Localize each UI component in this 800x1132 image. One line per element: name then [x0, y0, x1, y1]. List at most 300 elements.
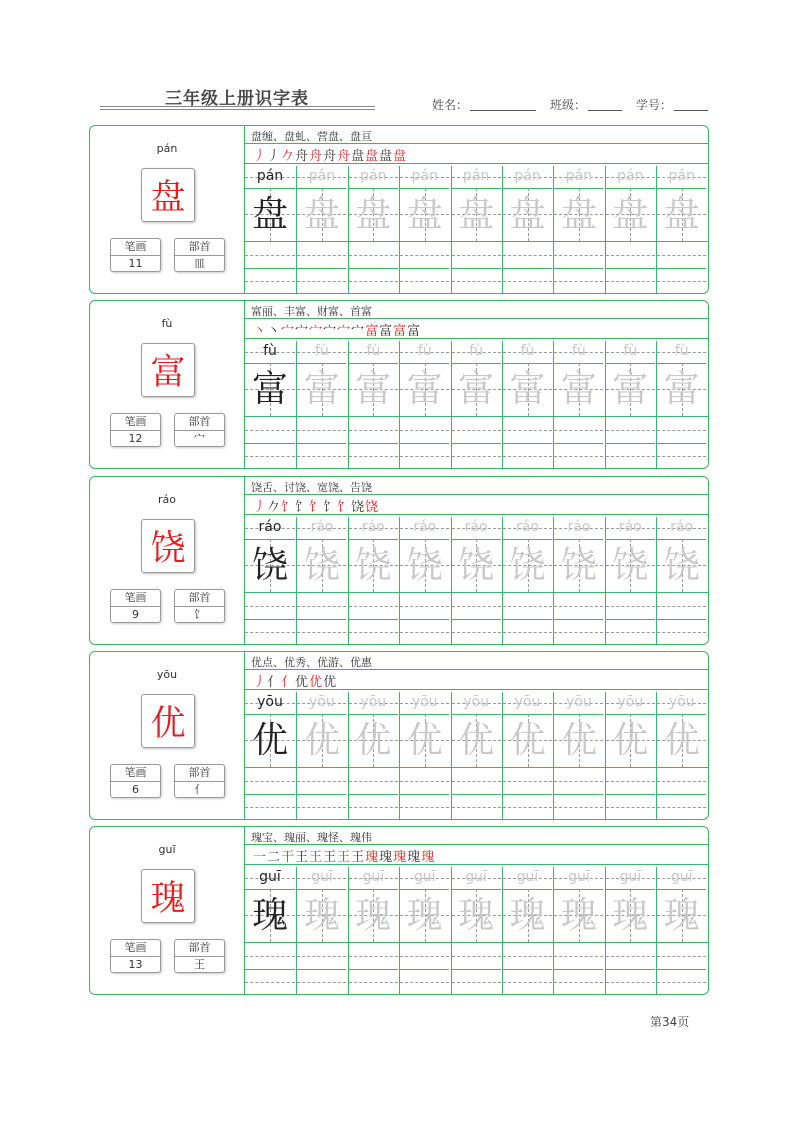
example-words: 瑰宝、瑰丽、瑰怪、瑰伟 — [251, 831, 372, 844]
writing-cell[interactable] — [296, 593, 346, 645]
tracing-row — [245, 341, 708, 416]
cell-guide — [349, 281, 398, 282]
tracing-pinyin: fù — [674, 343, 689, 359]
writing-cell[interactable] — [245, 768, 295, 820]
id-field[interactable] — [674, 98, 708, 111]
writing-cell[interactable] — [605, 943, 655, 995]
stroke-step: 富 — [407, 324, 422, 339]
writing-cell[interactable] — [296, 943, 346, 995]
tracing-cell[interactable] — [399, 166, 449, 241]
cell-guide — [452, 807, 501, 808]
cell-guide — [349, 781, 398, 782]
writing-row — [245, 768, 708, 820]
writing-cell[interactable] — [399, 768, 449, 820]
cell-guide — [554, 619, 603, 620]
cell-guide — [554, 606, 603, 607]
tracing-cell[interactable] — [502, 517, 552, 592]
stroke-order — [253, 846, 435, 865]
tracing-cell[interactable] — [348, 692, 398, 767]
tracing-cell[interactable] — [502, 692, 552, 767]
practice-area — [245, 301, 708, 468]
writing-cell[interactable] — [605, 768, 655, 820]
tracing-pinyin: ráo — [361, 519, 385, 535]
cell-guide — [245, 969, 295, 970]
tracing-pinyin: pán — [514, 168, 541, 184]
cell-guide — [245, 632, 295, 633]
stroke-step: 王 — [323, 850, 338, 865]
tracing-cell[interactable] — [451, 517, 501, 592]
cell-guide — [554, 268, 603, 269]
practice-area — [245, 477, 708, 644]
writing-row — [245, 417, 708, 469]
stroke-step: 优 — [323, 675, 338, 690]
radical-box — [174, 939, 225, 973]
tracing-cell[interactable] — [296, 166, 346, 241]
name-field[interactable] — [470, 98, 536, 111]
tracing-cell[interactable] — [296, 517, 346, 592]
cell-guide — [657, 619, 706, 620]
tracing-pinyin: guī — [619, 869, 642, 885]
stroke-step: 富 — [379, 324, 394, 339]
tracing-cell[interactable] — [553, 692, 603, 767]
student-info — [432, 96, 708, 113]
tracing-cell[interactable] — [399, 867, 449, 942]
writing-cell[interactable] — [656, 417, 706, 469]
stroke-count-box — [110, 764, 161, 798]
tracing-character: 盘 — [303, 194, 340, 235]
cell-guide — [554, 430, 603, 431]
character-large: 盘 — [141, 168, 195, 222]
cell-guide — [452, 456, 501, 457]
cell-guide — [503, 255, 552, 256]
tracing-cell[interactable] — [656, 867, 706, 942]
writing-cell[interactable] — [553, 768, 603, 820]
writing-row — [245, 943, 708, 995]
character-card — [90, 126, 245, 293]
writing-cell[interactable] — [656, 943, 706, 995]
stroke-step: 宀 — [281, 324, 296, 339]
tracing-pinyin: ráo — [310, 519, 334, 535]
tracing-character: 盘 — [406, 194, 443, 235]
stroke-count-box — [110, 939, 161, 973]
tracing-cell[interactable] — [296, 341, 346, 416]
tracing-pinyin: fù — [469, 343, 483, 359]
tracing-cell[interactable] — [553, 341, 603, 416]
cell-guide — [503, 632, 552, 633]
tracing-pinyin: yōu — [566, 694, 592, 710]
stroke-count-value: 9 — [132, 608, 139, 621]
tracing-pinyin: ráo — [567, 519, 591, 535]
tracing-character: 瑰 — [663, 895, 700, 936]
cell-guide — [400, 619, 449, 620]
cell-guide — [349, 619, 398, 620]
tracing-character: 富 — [458, 369, 495, 410]
tracing-character: 盘 — [251, 194, 288, 235]
tracing-character: 盘 — [663, 194, 700, 235]
writing-cell[interactable] — [605, 242, 655, 294]
tracing-character: 富 — [612, 369, 649, 410]
character-pinyin: ráo — [158, 493, 176, 506]
tracing-cell[interactable] — [553, 166, 603, 241]
cell-guide — [245, 619, 295, 620]
cell-guide — [503, 969, 552, 970]
cell-guide — [297, 619, 346, 620]
title-underline — [100, 106, 375, 107]
stroke-step: 王 — [295, 850, 310, 865]
stroke-step: 王 — [351, 850, 366, 865]
cell-guide — [503, 268, 552, 269]
tracing-cell[interactable] — [656, 341, 706, 416]
cell-guide — [297, 606, 346, 607]
writing-cell[interactable] — [502, 943, 552, 995]
cell-guide — [349, 969, 398, 970]
tracing-pinyin: ráo — [258, 519, 282, 535]
stroke-step: 瑰 — [379, 850, 394, 865]
cell-guide — [503, 619, 552, 620]
example-words: 盘缠、盘虬、营盘、盘亘 — [251, 130, 372, 143]
cell-guide — [452, 443, 501, 444]
tracing-pinyin: pán — [308, 168, 336, 184]
cell-guide — [606, 268, 655, 269]
writing-cell[interactable] — [348, 417, 398, 469]
cell-guide — [657, 606, 706, 607]
stroke-count-label: 笔画 — [111, 414, 160, 431]
cell-guide — [452, 632, 501, 633]
tracing-row — [245, 517, 708, 592]
stroke-count-box — [110, 238, 161, 272]
cell-guide — [245, 430, 295, 431]
writing-cell[interactable] — [296, 417, 346, 469]
title-underline-2 — [100, 109, 375, 110]
cell-guide — [503, 281, 552, 282]
tracing-character: 瑰 — [458, 895, 495, 936]
tracing-cell[interactable] — [451, 341, 501, 416]
tracing-pinyin: fù — [314, 343, 329, 359]
character-block — [89, 651, 709, 820]
tracing-row — [245, 692, 708, 767]
stroke-order — [253, 320, 421, 339]
cell-guide — [657, 794, 706, 795]
writing-cell[interactable] — [553, 593, 603, 645]
stroke-step: 丿 — [267, 149, 282, 164]
tracing-pinyin: ráo — [670, 519, 694, 535]
tracing-pinyin: guī — [516, 869, 539, 885]
cell-guide — [452, 982, 501, 983]
tracing-cell[interactable] — [656, 692, 706, 767]
writing-cell[interactable] — [348, 242, 398, 294]
class-field[interactable] — [588, 98, 622, 111]
writing-cell[interactable] — [399, 242, 449, 294]
tracing-cell[interactable] — [656, 517, 706, 592]
cell-guide — [606, 456, 655, 457]
page-number: 第34页 — [650, 1015, 690, 1029]
stroke-step: 瑰 — [365, 850, 380, 865]
writing-cell[interactable] — [451, 768, 501, 820]
tracing-pinyin: guī — [568, 869, 590, 885]
tracing-pinyin: guī — [670, 869, 693, 885]
tracing-cell[interactable] — [451, 867, 501, 942]
tracing-character: 饶 — [355, 545, 392, 586]
tracing-pinyin: pán — [462, 168, 490, 184]
cell-guide — [297, 456, 346, 457]
name-label: 姓名： — [432, 98, 469, 112]
cell-guide — [503, 794, 552, 795]
writing-cell[interactable] — [399, 417, 449, 469]
tracing-cell[interactable] — [245, 517, 295, 592]
cell-guide — [657, 456, 706, 457]
cell-guide — [349, 443, 398, 444]
cell-guide — [606, 619, 655, 620]
tracing-character: 盘 — [612, 194, 649, 235]
tracing-cell[interactable] — [245, 867, 295, 942]
writing-cell[interactable] — [605, 417, 655, 469]
tracing-cell[interactable] — [605, 517, 655, 592]
cell-guide — [400, 632, 449, 633]
tracing-cell[interactable] — [245, 341, 295, 416]
tracing-pinyin: pán — [360, 168, 387, 184]
writing-cell[interactable] — [451, 943, 501, 995]
tracing-character: 瑰 — [612, 895, 649, 936]
tracing-cell[interactable] — [605, 166, 655, 241]
tracing-character: 富 — [303, 369, 340, 410]
stroke-count-label: 笔画 — [111, 940, 160, 957]
stroke-step: 饶 — [351, 500, 366, 515]
tracing-pinyin: guī — [311, 869, 333, 885]
writing-cell[interactable] — [399, 593, 449, 645]
tracing-pinyin: ráo — [618, 519, 642, 535]
stroke-step: 宀 — [323, 324, 338, 339]
grid-line — [245, 318, 708, 319]
character-card — [90, 652, 245, 819]
writing-cell[interactable] — [348, 943, 398, 995]
tracing-cell[interactable] — [348, 867, 398, 942]
tracing-pinyin: ráo — [516, 519, 539, 535]
grid-line — [245, 143, 708, 144]
writing-cell[interactable] — [296, 768, 346, 820]
writing-cell[interactable] — [245, 242, 295, 294]
cell-guide — [452, 619, 501, 620]
tracing-cell[interactable] — [656, 166, 706, 241]
radical-value: 王 — [194, 958, 205, 971]
radical-label: 部首 — [175, 590, 224, 607]
stroke-step: 亻 — [267, 675, 282, 690]
tracing-cell[interactable] — [296, 867, 346, 942]
tracing-cell[interactable] — [399, 692, 449, 767]
writing-cell[interactable] — [553, 417, 603, 469]
grid-line — [245, 514, 708, 515]
tracing-character: 富 — [355, 369, 392, 410]
tracing-cell[interactable] — [451, 692, 501, 767]
cell-guide — [452, 969, 501, 970]
stroke-count-value: 13 — [128, 958, 143, 971]
tracing-cell[interactable] — [245, 166, 295, 241]
tracing-cell[interactable] — [605, 867, 655, 942]
cell-guide — [503, 443, 552, 444]
id-label: 学号： — [636, 98, 673, 112]
cell-guide — [400, 794, 449, 795]
writing-cell[interactable] — [245, 417, 295, 469]
cell-guide — [297, 807, 346, 808]
writing-cell[interactable] — [502, 242, 552, 294]
cell-guide — [554, 255, 603, 256]
writing-cell[interactable] — [656, 242, 706, 294]
radical-label: 部首 — [175, 414, 224, 431]
stroke-step: 舟 — [337, 149, 352, 164]
tracing-cell[interactable] — [451, 166, 501, 241]
tracing-cell[interactable] — [348, 517, 398, 592]
cell-guide — [349, 794, 398, 795]
writing-cell[interactable] — [656, 768, 706, 820]
writing-cell[interactable] — [348, 593, 398, 645]
tracing-cell[interactable] — [348, 341, 398, 416]
cell-guide — [657, 281, 706, 282]
character-large: 瑰 — [141, 869, 195, 923]
cell-guide — [452, 781, 501, 782]
writing-cell[interactable] — [656, 593, 706, 645]
stroke-step: 舟 — [323, 149, 338, 164]
tracing-cell[interactable] — [399, 517, 449, 592]
stroke-step: 瑰 — [421, 850, 436, 865]
writing-cell[interactable] — [348, 768, 398, 820]
cell-guide — [657, 443, 706, 444]
cell-guide — [554, 969, 603, 970]
cell-guide — [297, 430, 346, 431]
writing-cell[interactable] — [451, 242, 501, 294]
writing-cell[interactable] — [245, 943, 295, 995]
cell-guide — [297, 255, 346, 256]
cell-guide — [245, 807, 295, 808]
cell-guide — [400, 606, 449, 607]
grid-line — [245, 844, 708, 845]
stroke-step: 瑰 — [393, 850, 408, 865]
tracing-pinyin: yōu — [514, 694, 541, 710]
writing-cell[interactable] — [502, 593, 552, 645]
writing-cell[interactable] — [296, 242, 346, 294]
tracing-character: 优 — [612, 720, 649, 761]
cell-guide — [554, 632, 603, 633]
writing-cell[interactable] — [553, 242, 603, 294]
cell-guide — [349, 268, 398, 269]
writing-cell[interactable] — [502, 768, 552, 820]
cell-guide — [606, 606, 655, 607]
tracing-cell[interactable] — [399, 341, 449, 416]
tracing-cell[interactable] — [502, 166, 552, 241]
tracing-character: 富 — [509, 369, 546, 410]
tracing-pinyin: pán — [256, 168, 284, 184]
tracing-cell[interactable] — [348, 166, 398, 241]
writing-cell[interactable] — [553, 943, 603, 995]
tracing-cell[interactable] — [245, 692, 295, 767]
tracing-pinyin: yōu — [309, 694, 335, 710]
practice-area — [245, 652, 708, 819]
tracing-pinyin: fù — [263, 343, 277, 359]
tracing-cell[interactable] — [502, 341, 552, 416]
radical-value: 皿 — [194, 257, 205, 270]
cell-guide — [452, 255, 501, 256]
tracing-cell[interactable] — [553, 867, 603, 942]
tracing-pinyin: yōu — [668, 694, 695, 710]
tracing-pinyin: guī — [413, 869, 436, 885]
cell-guide — [554, 281, 603, 282]
tracing-cell[interactable] — [605, 341, 655, 416]
stroke-step: 舟 — [309, 149, 324, 164]
stroke-step: 优 — [295, 675, 310, 690]
cell-guide — [349, 255, 398, 256]
cell-guide — [554, 794, 603, 795]
cell-guide — [349, 632, 398, 633]
cell-guide — [503, 430, 552, 431]
radical-value: 亻 — [194, 783, 205, 796]
radical-box — [174, 589, 225, 623]
cell-guide — [400, 268, 449, 269]
cell-guide — [452, 794, 501, 795]
tracing-pinyin: fù — [520, 343, 535, 359]
tracing-cell[interactable] — [553, 517, 603, 592]
tracing-character: 盘 — [458, 194, 495, 235]
stroke-count-value: 11 — [128, 257, 143, 270]
radical-value: 宀 — [194, 432, 205, 445]
cell-guide — [452, 956, 501, 957]
radical-box — [174, 413, 225, 447]
tracing-pinyin: fù — [366, 343, 381, 359]
writing-cell[interactable] — [605, 593, 655, 645]
cell-guide — [297, 632, 346, 633]
tracing-pinyin: guī — [259, 869, 281, 885]
cell-guide — [606, 255, 655, 256]
tracing-pinyin: pán — [411, 168, 438, 184]
character-block — [89, 125, 709, 294]
cell-guide — [606, 632, 655, 633]
stroke-count-box — [110, 589, 161, 623]
writing-cell[interactable] — [451, 417, 501, 469]
cell-guide — [657, 632, 706, 633]
writing-cell[interactable] — [451, 593, 501, 645]
cell-guide — [606, 281, 655, 282]
writing-cell[interactable] — [399, 943, 449, 995]
cell-guide — [554, 807, 603, 808]
tracing-cell[interactable] — [605, 692, 655, 767]
tracing-character: 盘 — [355, 194, 392, 235]
tracing-character: 饶 — [509, 545, 546, 586]
radical-label: 部首 — [175, 940, 224, 957]
cell-guide — [606, 443, 655, 444]
writing-cell[interactable] — [245, 593, 295, 645]
stroke-step: 丿 — [253, 675, 268, 690]
tracing-character: 富 — [663, 369, 700, 410]
practice-area — [245, 126, 708, 293]
page-title: 三年级上册识字表 — [165, 89, 309, 109]
grid-line — [245, 689, 708, 690]
cell-guide — [606, 430, 655, 431]
writing-cell[interactable] — [502, 417, 552, 469]
stroke-step: 饣 — [281, 500, 296, 515]
stroke-step: 舟 — [295, 149, 310, 164]
stroke-step: 饣 — [309, 500, 324, 515]
cell-guide — [297, 781, 346, 782]
character-pinyin: pán — [156, 142, 178, 155]
tracing-cell[interactable] — [296, 692, 346, 767]
cell-guide — [657, 255, 706, 256]
grid-line — [245, 669, 708, 670]
stroke-step: 盘 — [379, 149, 394, 164]
tracing-cell[interactable] — [502, 867, 552, 942]
cell-guide — [606, 982, 655, 983]
cell-guide — [400, 969, 449, 970]
example-words: 优点、优秀、优游、优惠 — [251, 656, 372, 669]
tracing-character: 饶 — [303, 545, 340, 586]
character-block — [89, 300, 709, 469]
tracing-character: 优 — [458, 720, 495, 761]
